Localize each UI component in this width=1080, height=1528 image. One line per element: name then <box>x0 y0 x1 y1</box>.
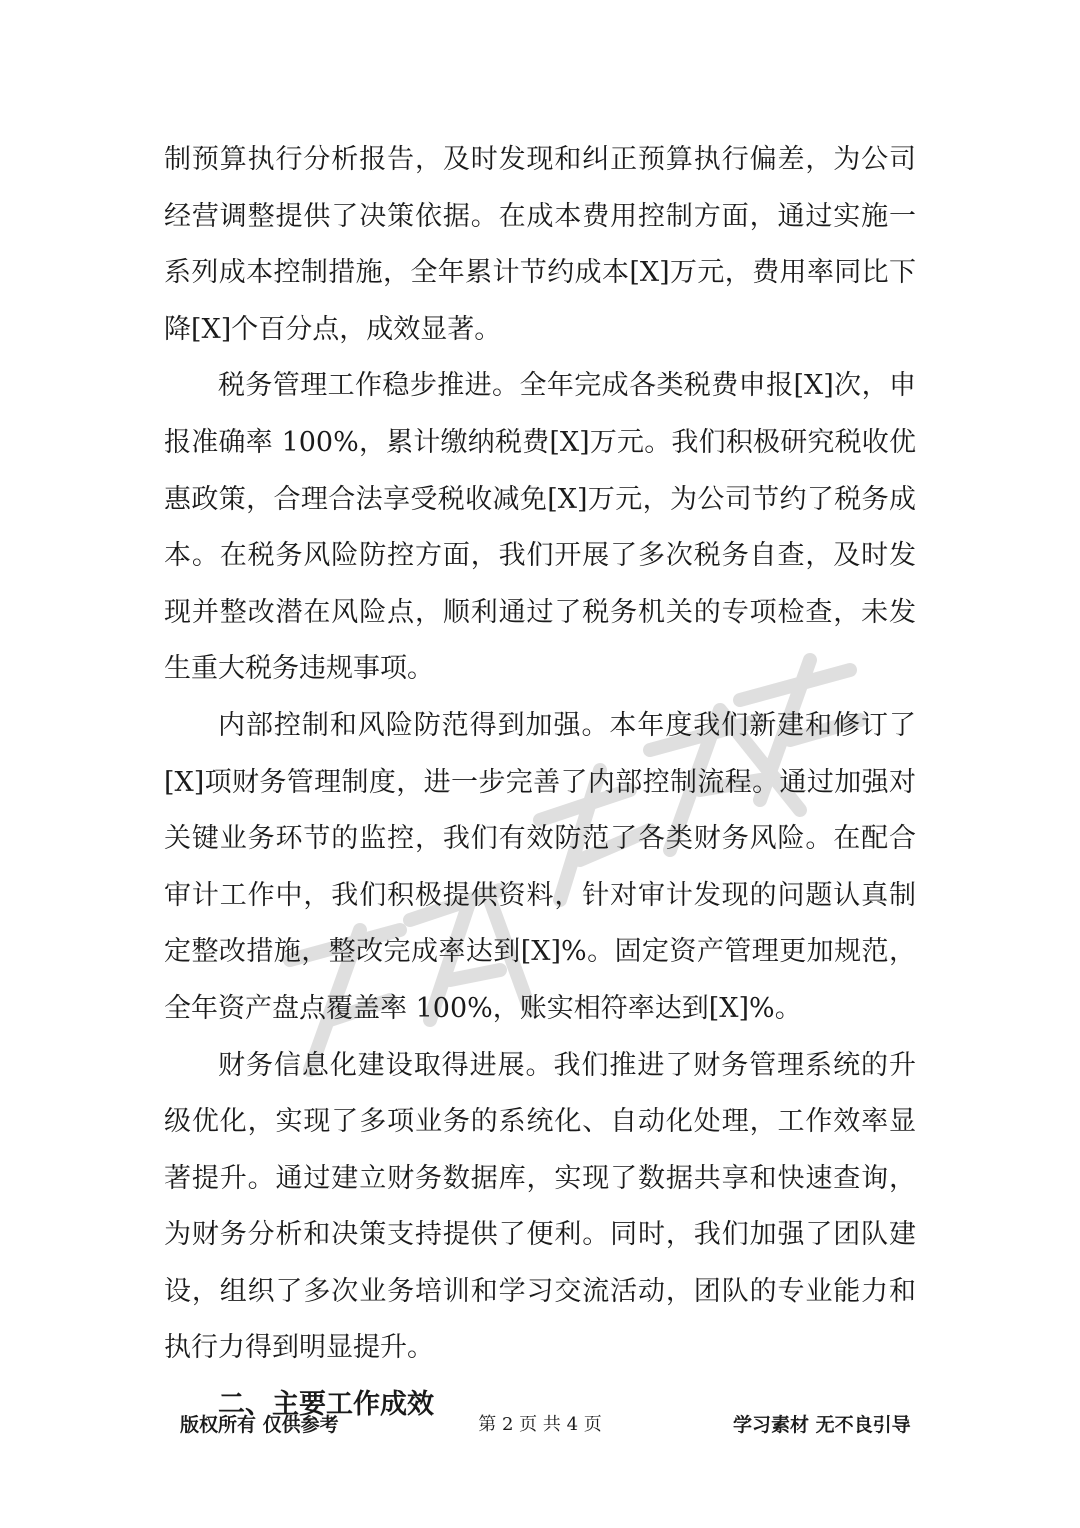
footer-notice: 学习素材 无不良引导 <box>733 1414 911 1436</box>
paragraph-internal-control: 内部控制和风险防范得到加强。本年度我们新建和修订了[X]项财务管理制度，进一步完善了内部控制流程。通过加强对关键业务环节的监控，我们有效防范了各类财务风险。在配合审计工作中，我们积极提供资料，针对审计发现的问题认真制定整改措施，整改完成率达到[X]%。固定资产管理更加规范，全年资产盘点覆盖率 100%，账实相符率达到[X]%。 <box>164 709 916 1024</box>
footer-page-number: 第 2 页 共 4 页 <box>478 1414 602 1435</box>
paragraph-informatization: 财务信息化建设取得进展。我们推进了财务管理系统的升级优化，实现了多项业务的系统化、自动化处理，工作效率显著提升。通过建立财务数据库，实现了数据共享和快速查询，为财务分析和决策支持提供了便利。同时，我们加强了团队建设，组织了多次业务培训和学习交流活动，团队的专业能力和执行力得到明显提升。 <box>164 1049 916 1364</box>
paragraph-budget-cost: 制预算执行分析报告，及时发现和纠正预算执行偏差，为公司经营调整提供了决策依据。在成本费用控制方面，通过实施一系列成本控制措施，全年累计节约成本[X]万元，费用率同比下降[X]个百分点，成效显著。 <box>164 144 916 345</box>
footer-copyright: 版权所有 仅供参考 <box>180 1414 339 1436</box>
paragraph-tax: 税务管理工作稳步推进。全年完成各类税费申报[X]次，申报准确率 100%，累计缴纳税费[X]万元。我们积极研究税收优惠政策，合理合法享受税收减免[X]万元，为公司节约了税务成本。在税务风险防控方面，我们开展了多次税务自查，及时发现并整改潜在风险点，顺利通过了税务机关的专项检查，未发生重大税务违规事项。 <box>164 370 916 685</box>
document-body <box>164 132 916 1434</box>
page-footer <box>0 1410 1080 1440</box>
section-heading: 二、主要工作成效 <box>218 1389 434 1421</box>
